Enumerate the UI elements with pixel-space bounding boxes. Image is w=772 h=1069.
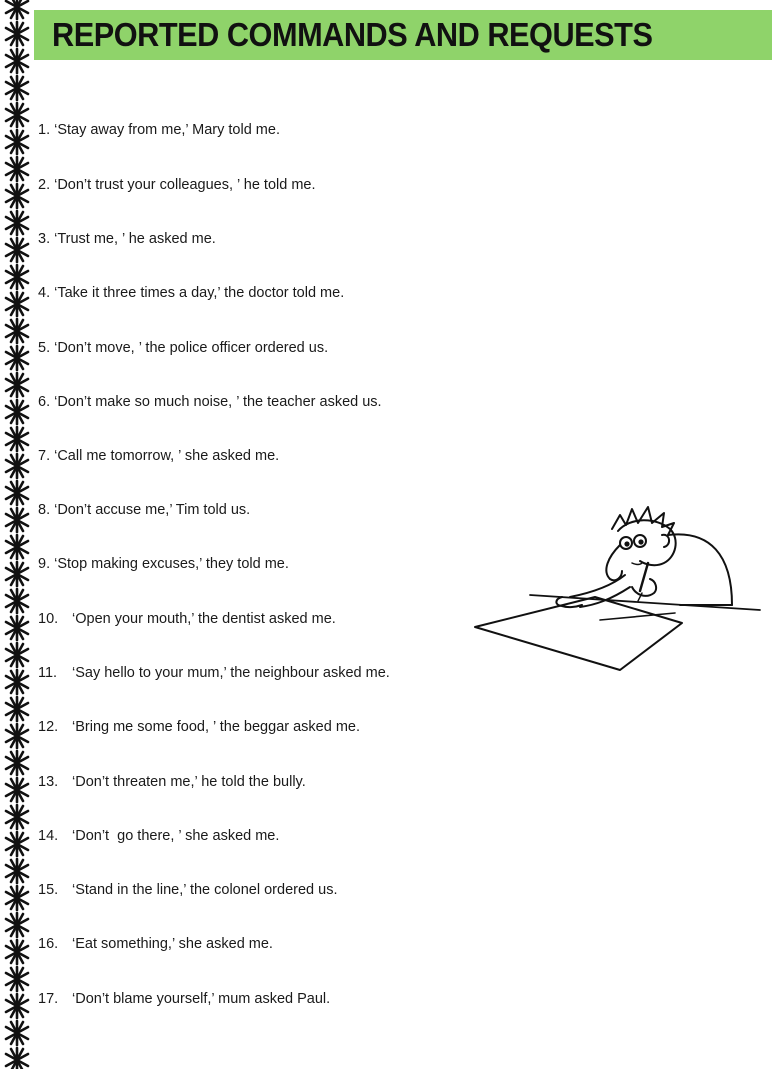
asterisk-star-icon xyxy=(2,910,32,940)
sentence-item xyxy=(38,176,316,194)
asterisk-star-icon xyxy=(2,586,32,616)
desk-edge xyxy=(530,595,760,610)
asterisk-star-icon xyxy=(2,19,32,49)
sentence-number: 17. xyxy=(38,991,59,1007)
sentence-number: 5. xyxy=(38,340,51,356)
sentence-text: ‘Say hello to your mum,’ the neighbour asked me. xyxy=(72,665,390,681)
asterisk-star-icon xyxy=(2,505,32,535)
asterisk-star-icon xyxy=(2,208,32,238)
asterisk-star-icon xyxy=(2,181,32,211)
sentence-item xyxy=(38,121,280,139)
asterisk-star-icon xyxy=(2,694,32,724)
asterisk-star-icon xyxy=(2,856,32,886)
star-border xyxy=(0,0,34,1069)
sentence-item xyxy=(38,935,273,953)
asterisk-star-icon xyxy=(2,478,32,508)
sentence-text: ‘Don’t make so much noise, ’ the teacher asked us. xyxy=(54,394,382,410)
sentence-number: 10. xyxy=(38,611,59,627)
body-outline xyxy=(668,534,732,605)
sentence-item xyxy=(38,230,216,248)
sentence-item xyxy=(38,284,344,302)
asterisk-star-icon xyxy=(2,640,32,670)
asterisk-star-icon xyxy=(2,343,32,373)
title-banner xyxy=(34,10,772,60)
sentence-item xyxy=(38,555,289,573)
sentence-item xyxy=(38,718,360,736)
sentence-text: ‘Eat something,’ she asked me. xyxy=(72,936,273,952)
sentence-item xyxy=(38,827,279,845)
sentence-item xyxy=(38,610,336,628)
sentence-item xyxy=(38,773,306,791)
asterisk-star-icon xyxy=(2,46,32,76)
sentence-item xyxy=(38,393,382,411)
sentence-number: 14. xyxy=(38,828,59,844)
asterisk-star-icon xyxy=(2,235,32,265)
sentence-number: 15. xyxy=(38,882,59,898)
asterisk-star-icon xyxy=(2,1018,32,1048)
sentence-number: 12. xyxy=(38,719,59,735)
asterisk-star-icon xyxy=(2,883,32,913)
asterisk-star-icon xyxy=(2,613,32,643)
asterisk-star-icon xyxy=(2,667,32,697)
sentence-text: ‘Don’t threaten me,’ he told the bully. xyxy=(72,774,306,790)
asterisk-star-icon xyxy=(2,775,32,805)
asterisk-star-icon xyxy=(2,316,32,346)
sentence-text: ‘Don’t move, ’ the police officer ordered us. xyxy=(54,340,329,356)
asterisk-star-icon xyxy=(2,1045,32,1069)
sentence-number: 11. xyxy=(38,665,58,681)
asterisk-star-icon xyxy=(2,532,32,562)
sentence-text: ‘Don’t accuse me,’ Tim told us. xyxy=(54,502,251,518)
asterisk-star-icon xyxy=(2,991,32,1021)
sentence-text: ‘Don’t trust your colleagues, ’ he told me. xyxy=(54,177,316,193)
asterisk-star-icon xyxy=(2,964,32,994)
sentence-item xyxy=(38,339,328,357)
sentence-number: 8. xyxy=(38,502,51,518)
sentence-item xyxy=(38,881,337,899)
sentence-text: ‘Call me tomorrow, ’ she asked me. xyxy=(54,448,280,464)
sentence-number: 9. xyxy=(38,556,51,572)
sentence-text: ‘Stay away from me,’ Mary told me. xyxy=(54,122,280,138)
sentence-item xyxy=(38,664,390,682)
asterisk-star-icon xyxy=(2,262,32,292)
sentence-item xyxy=(38,447,279,465)
sentence-item xyxy=(38,501,250,519)
asterisk-star-icon xyxy=(2,397,32,427)
sentence-text: ‘Take it three times a day,’ the doctor told me. xyxy=(54,285,345,301)
sentence-number: 1. xyxy=(38,122,51,138)
asterisk-star-icon xyxy=(2,289,32,319)
sentence-text: ‘Trust me, ’ he asked me. xyxy=(54,231,216,247)
page-title: REPORTED COMMANDS AND REQUESTS xyxy=(52,16,653,53)
asterisk-star-icon xyxy=(2,937,32,967)
sentence-number: 16. xyxy=(38,936,59,952)
paper-sheet-icon xyxy=(475,597,682,670)
asterisk-star-icon xyxy=(2,154,32,184)
sentence-text: ‘Don’t blame yourself,’ mum asked Paul. xyxy=(72,991,331,1007)
sentence-number: 4. xyxy=(38,285,51,301)
sentence-item xyxy=(38,990,330,1008)
sentence-number: 7. xyxy=(38,448,51,464)
sentence-number: 6. xyxy=(38,394,51,410)
asterisk-star-icon xyxy=(2,721,32,751)
sentence-number: 3. xyxy=(38,231,51,247)
sentence-number: 2. xyxy=(38,177,51,193)
sentence-text: ‘Don’t go there, ’ she asked me. xyxy=(72,828,280,844)
asterisk-star-icon xyxy=(2,100,32,130)
asterisk-star-icon xyxy=(2,829,32,859)
asterisk-star-icon xyxy=(2,370,32,400)
sentence-text: ‘Stop making excuses,’ they told me. xyxy=(54,556,289,572)
sentence-number: 13. xyxy=(38,774,59,790)
sentence-text: ‘Open your mouth,’ the dentist asked me. xyxy=(72,611,336,627)
asterisk-star-icon xyxy=(2,802,32,832)
asterisk-star-icon xyxy=(2,559,32,589)
asterisk-star-icon xyxy=(2,127,32,157)
asterisk-star-icon xyxy=(2,424,32,454)
asterisk-star-icon xyxy=(2,451,32,481)
student-writing-illustration xyxy=(470,505,770,680)
asterisk-star-icon xyxy=(2,73,32,103)
asterisk-star-icon xyxy=(2,748,32,778)
sentence-text: ‘Stand in the line,’ the colonel ordered us. xyxy=(72,882,338,898)
sentence-text: ‘Bring me some food, ’ the beggar asked me. xyxy=(72,719,361,735)
